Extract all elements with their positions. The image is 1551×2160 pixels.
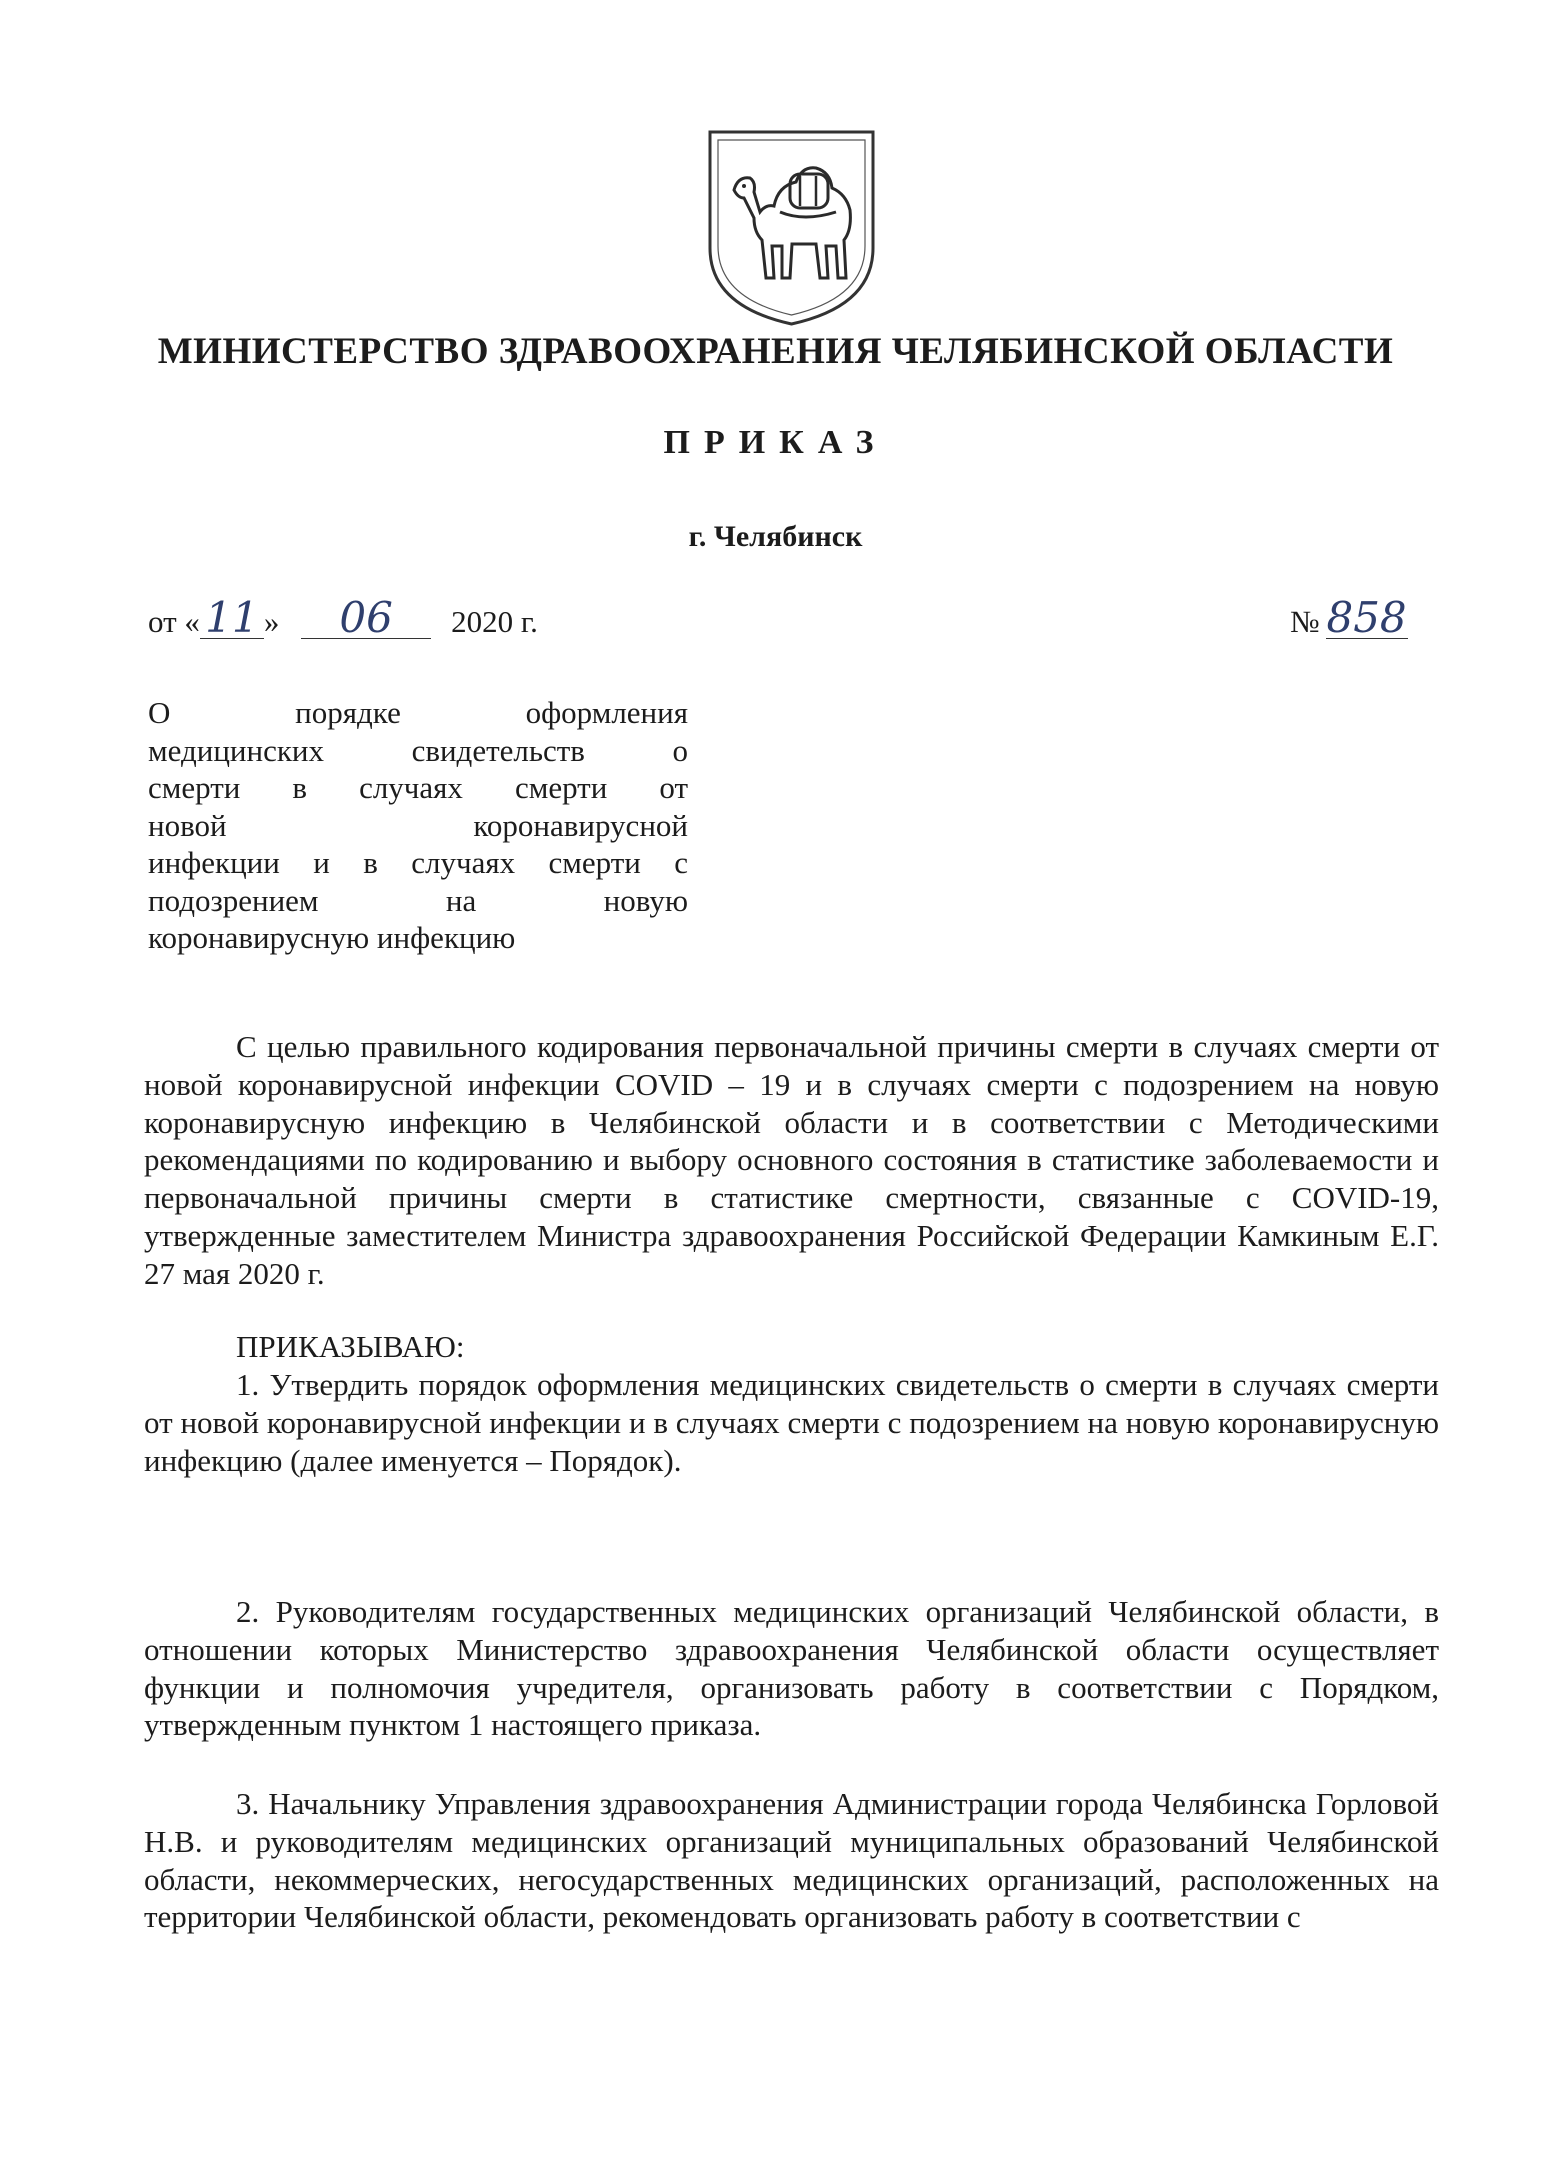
subject-line: подозрением на новую [148,882,688,918]
subject-line: инфекции и в случаях смерти с [148,845,688,880]
preamble-paragraph: С целью правильного кодирования первоначальной причины смерти в случаях смерти от новой коронавирусной инфекции COVID – 19 и в случаях смерти с подозрением на новую коронавирусную инфекцию в Челябинской области и в соответствии с Методическими рекомендациями по кодированию и выбору основного состояния в статистике заболеваемости и первоначальной причины смерти в статистике смертности, связанные с COVID-19, утвержденные заместителем Министра здравоохранения Российской Федерации Камкиным Е.Г. 27 мая 2020 г. [144,1029,1439,1291]
order-date [148,593,538,642]
subject-line: новой коронавирусной [148,807,688,843]
order-item-1: 1. Утвердить порядок оформления медицинских свидетельств о смерти в случаях смерти от новой коронавирусной инфекции и в случаях смерти с подозрением на новую коронавирусную инфекцию (далее именуется – Порядок). [144,1367,1439,1478]
date-year: 2020 г. [451,604,538,639]
subject-line: медицинских свидетельств о [148,732,688,768]
order-item-2: 2. Руководителям государственных медицинских организаций Челябинской области, в отношении которых Министерство здравоохранения Челябинской области осуществляет функции и полномочия учредителя, организовать работу в соответствии с Порядком, утвержденным пунктом 1 настоящего приказа. [144,1594,1439,1743]
document-type-title: ПРИКАЗ [663,424,888,461]
order-number [1290,593,1408,642]
city-line: г. Челябинск [688,520,863,553]
order-subject [148,694,688,957]
subject-line: коронавирусную инфекцию [148,920,516,955]
date-day-handwritten: 11 [200,598,264,639]
order-item-3: 3. Начальнику Управления здравоохранения Администрации города Челябинска Горловой Н.В. и руководителям медицинских организаций муниципальных образований Челябинской области, некоммерческих, негосударственных медицинских организаций, расположенных на территории Челябинской области, рекомендовать организовать работу в соответствии с [144,1786,1439,1935]
date-month-handwritten: 06 [301,598,431,639]
order-number-handwritten: 858 [1326,593,1407,642]
chelyabinsk-camel-coat-of-arms-icon [704,128,879,328]
date-prefix: от « [148,604,200,639]
order-word: ПРИКАЗЫВАЮ: [236,1329,465,1364]
ministry-name: МИНИСТЕРСТВО ЗДРАВООХРАНЕНИЯ ЧЕЛЯБИНСКОЙ ОБЛАСТИ [157,331,1394,372]
number-prefix: № [1290,604,1320,639]
subject-line: смерти в случаях смерти от [148,770,688,805]
date-quote-close: » [263,604,280,639]
subject-line: О порядке оформления [148,695,688,730]
